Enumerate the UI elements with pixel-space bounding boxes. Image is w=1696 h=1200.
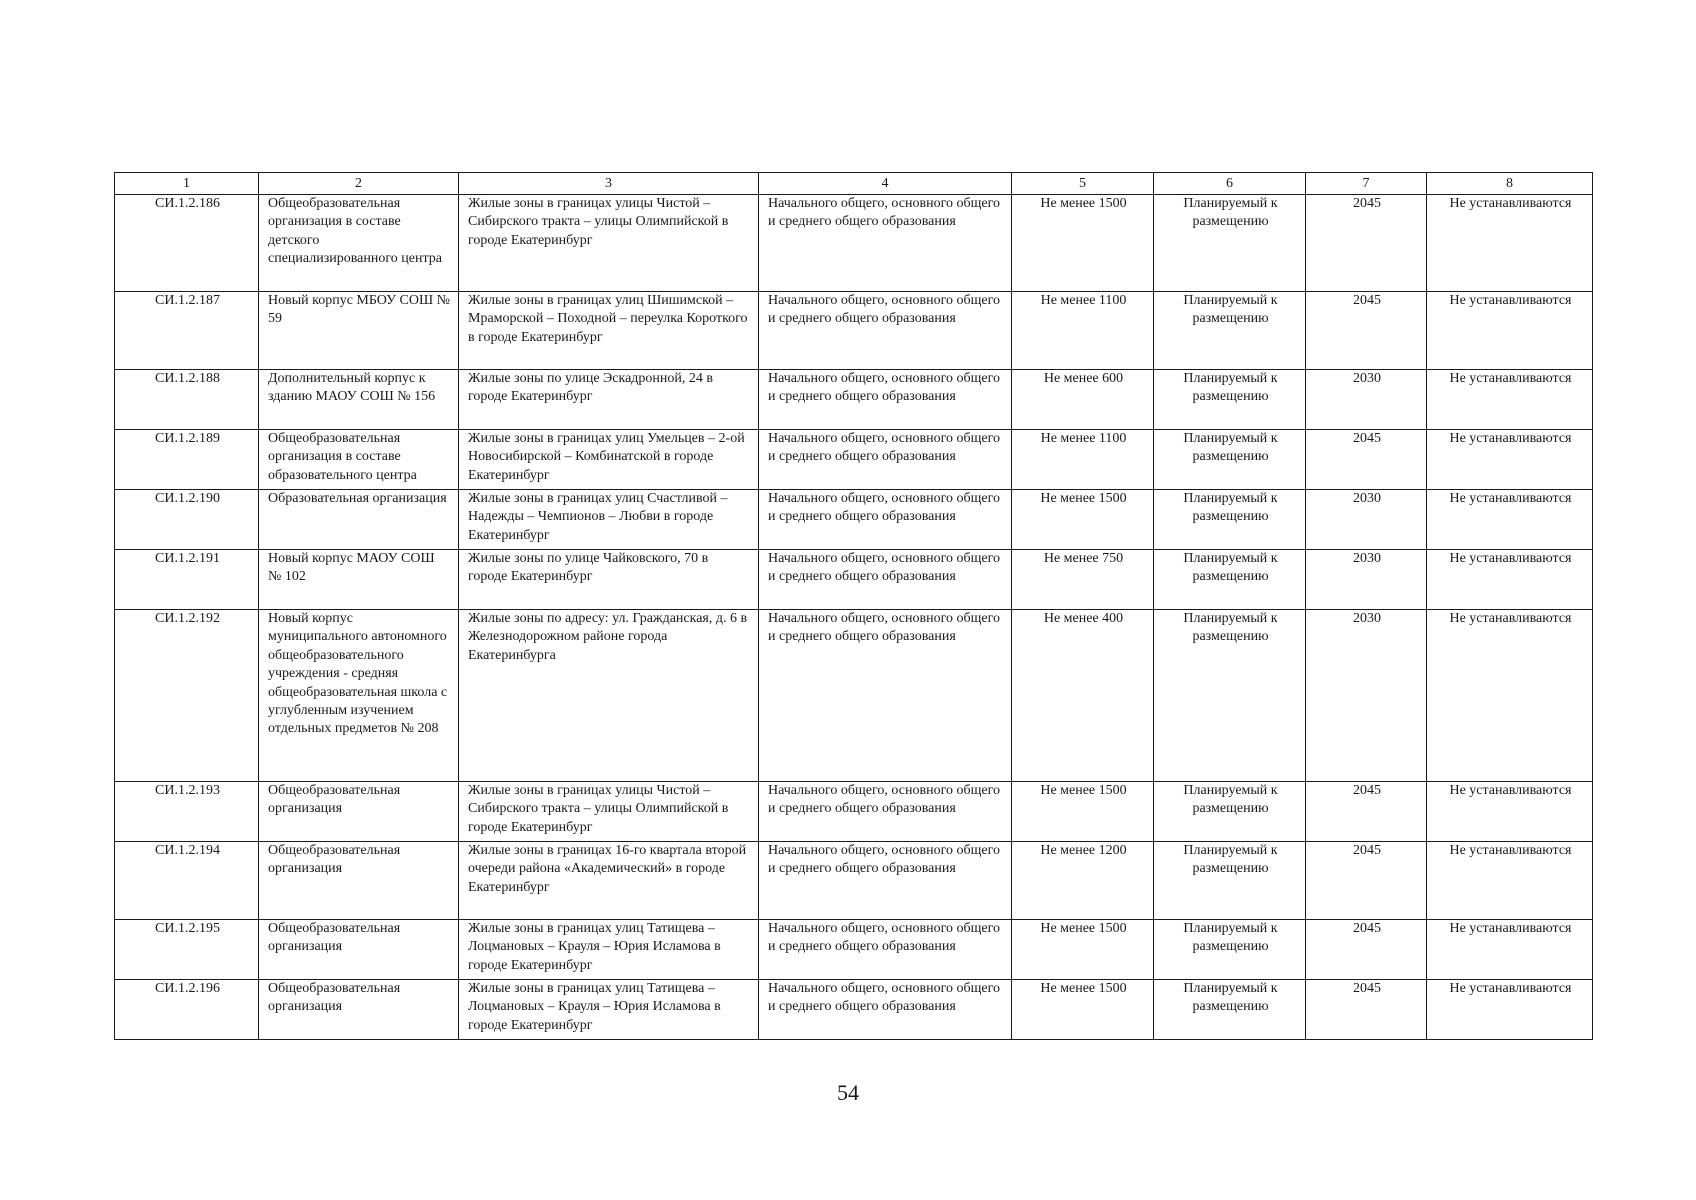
table-row <box>115 920 1593 980</box>
cell-status: Планируемый к размещению <box>1154 610 1306 782</box>
cell-name: Образовательная организация <box>259 490 459 550</box>
table-row <box>115 842 1593 920</box>
cell-location: Жилые зоны в границах улиц Татищева – Лоцмановых – Крауля – Юрия Исламова в городе Екатеринбург <box>459 980 759 1040</box>
column-header-6: 6 <box>1154 173 1306 195</box>
cell-location: Жилые зоны по улице Чайковского, 70 в городе Екатеринбург <box>459 550 759 610</box>
cell-location: Жилые зоны в границах улицы Чистой – Сибирского тракта – улицы Олимпийской в городе Екатеринбург <box>459 195 759 292</box>
table-row <box>115 610 1593 782</box>
cell-zones: Не устанавливаются <box>1427 292 1593 370</box>
cell-zones: Не устанавливаются <box>1427 610 1593 782</box>
column-header-5: 5 <box>1012 173 1154 195</box>
cell-year: 2045 <box>1306 430 1427 490</box>
cell-zones: Не устанавливаются <box>1427 430 1593 490</box>
cell-location: Жилые зоны в границах улиц Счастливой – Надежды – Чемпионов – Любви в городе Екатеринбург <box>459 490 759 550</box>
cell-capacity: Не менее 1500 <box>1012 782 1154 842</box>
cell-status: Планируемый к размещению <box>1154 370 1306 430</box>
table-row <box>115 980 1593 1040</box>
cell-status: Планируемый к размещению <box>1154 550 1306 610</box>
cell-year: 2045 <box>1306 920 1427 980</box>
cell-status: Планируемый к размещению <box>1154 195 1306 292</box>
table-header-row <box>115 173 1593 195</box>
column-header-4: 4 <box>759 173 1012 195</box>
cell-id: СИ.1.2.187 <box>115 292 259 370</box>
cell-name: Дополнительный корпус к зданию МАОУ СОШ № 156 <box>259 370 459 430</box>
cell-capacity: Не менее 600 <box>1012 370 1154 430</box>
cell-education-level: Начального общего, основного общего и среднего общего образования <box>759 980 1012 1040</box>
cell-status: Планируемый к размещению <box>1154 782 1306 842</box>
column-header-8: 8 <box>1427 173 1593 195</box>
cell-name: Новый корпус МАОУ СОШ № 102 <box>259 550 459 610</box>
cell-capacity: Не менее 1500 <box>1012 195 1154 292</box>
cell-education-level: Начального общего, основного общего и среднего общего образования <box>759 292 1012 370</box>
cell-education-level: Начального общего, основного общего и среднего общего образования <box>759 782 1012 842</box>
cell-id: СИ.1.2.186 <box>115 195 259 292</box>
cell-education-level: Начального общего, основного общего и среднего общего образования <box>759 490 1012 550</box>
cell-name: Общеобразовательная организация <box>259 842 459 920</box>
cell-id: СИ.1.2.189 <box>115 430 259 490</box>
cell-id: СИ.1.2.193 <box>115 782 259 842</box>
cell-education-level: Начального общего, основного общего и среднего общего образования <box>759 430 1012 490</box>
cell-status: Планируемый к размещению <box>1154 490 1306 550</box>
cell-location: Жилые зоны в границах улиц Шишимской – Мраморской – Походной – переулка Короткого в городе Екатеринбург <box>459 292 759 370</box>
column-header-1: 1 <box>115 173 259 195</box>
cell-zones: Не устанавливаются <box>1427 842 1593 920</box>
cell-name: Общеобразовательная организация <box>259 980 459 1040</box>
cell-location: Жилые зоны по улице Эскадронной, 24 в городе Екатеринбург <box>459 370 759 430</box>
cell-name: Новый корпус МБОУ СОШ № 59 <box>259 292 459 370</box>
cell-id: СИ.1.2.196 <box>115 980 259 1040</box>
cell-name: Общеобразовательная организация в составе образовательного центра <box>259 430 459 490</box>
cell-name: Общеобразовательная организация <box>259 782 459 842</box>
cell-capacity: Не менее 1100 <box>1012 292 1154 370</box>
cell-location: Жилые зоны в границах улиц Умельцев – 2-ой Новосибирской – Комбинатской в городе Екатеринбург <box>459 430 759 490</box>
cell-capacity: Не менее 400 <box>1012 610 1154 782</box>
cell-id: СИ.1.2.190 <box>115 490 259 550</box>
table-row <box>115 490 1593 550</box>
cell-year: 2045 <box>1306 195 1427 292</box>
table-row <box>115 370 1593 430</box>
table-row <box>115 292 1593 370</box>
cell-capacity: Не менее 750 <box>1012 550 1154 610</box>
document-table <box>114 172 1593 1040</box>
cell-location: Жилые зоны в границах улиц Татищева – Лоцмановых – Крауля – Юрия Исламова в городе Екатеринбург <box>459 920 759 980</box>
cell-location: Жилые зоны в границах улицы Чистой – Сибирского тракта – улицы Олимпийской в городе Екатеринбург <box>459 782 759 842</box>
table-row <box>115 782 1593 842</box>
cell-id: СИ.1.2.195 <box>115 920 259 980</box>
table-row <box>115 430 1593 490</box>
column-header-3: 3 <box>459 173 759 195</box>
cell-zones: Не устанавливаются <box>1427 920 1593 980</box>
page-number: 54 <box>837 1080 859 1105</box>
table-row <box>115 195 1593 292</box>
cell-location: Жилые зоны по адресу: ул. Гражданская, д. 6 в Железнодорожном районе города Екатеринбурга <box>459 610 759 782</box>
cell-id: СИ.1.2.194 <box>115 842 259 920</box>
cell-zones: Не устанавливаются <box>1427 782 1593 842</box>
cell-year: 2045 <box>1306 782 1427 842</box>
cell-year: 2030 <box>1306 490 1427 550</box>
column-header-7: 7 <box>1306 173 1427 195</box>
cell-year: 2030 <box>1306 610 1427 782</box>
cell-status: Планируемый к размещению <box>1154 980 1306 1040</box>
cell-status: Планируемый к размещению <box>1154 920 1306 980</box>
cell-status: Планируемый к размещению <box>1154 842 1306 920</box>
cell-location: Жилые зоны в границах 16-го квартала второй очереди района «Академический» в городе Екатеринбург <box>459 842 759 920</box>
cell-zones: Не устанавливаются <box>1427 195 1593 292</box>
cell-capacity: Не менее 1500 <box>1012 490 1154 550</box>
cell-zones: Не устанавливаются <box>1427 490 1593 550</box>
cell-year: 2045 <box>1306 980 1427 1040</box>
cell-capacity: Не менее 1200 <box>1012 842 1154 920</box>
table-row <box>115 550 1593 610</box>
cell-zones: Не устанавливаются <box>1427 980 1593 1040</box>
cell-education-level: Начального общего, основного общего и среднего общего образования <box>759 920 1012 980</box>
cell-capacity: Не менее 1500 <box>1012 920 1154 980</box>
cell-status: Планируемый к размещению <box>1154 430 1306 490</box>
cell-year: 2030 <box>1306 550 1427 610</box>
cell-capacity: Не менее 1500 <box>1012 980 1154 1040</box>
cell-year: 2045 <box>1306 842 1427 920</box>
document-table-container <box>114 172 1592 1040</box>
cell-zones: Не устанавливаются <box>1427 370 1593 430</box>
cell-year: 2030 <box>1306 370 1427 430</box>
cell-education-level: Начального общего, основного общего и среднего общего образования <box>759 610 1012 782</box>
cell-capacity: Не менее 1100 <box>1012 430 1154 490</box>
cell-name: Общеобразовательная организация <box>259 920 459 980</box>
cell-zones: Не устанавливаются <box>1427 550 1593 610</box>
cell-name: Новый корпус муниципального автономного общеобразовательного учреждения - средняя общеобразовательная школа с углубленным изучением отдельных предметов № 208 <box>259 610 459 782</box>
cell-id: СИ.1.2.192 <box>115 610 259 782</box>
cell-id: СИ.1.2.188 <box>115 370 259 430</box>
cell-id: СИ.1.2.191 <box>115 550 259 610</box>
cell-education-level: Начального общего, основного общего и среднего общего образования <box>759 842 1012 920</box>
cell-status: Планируемый к размещению <box>1154 292 1306 370</box>
cell-education-level: Начального общего, основного общего и среднего общего образования <box>759 550 1012 610</box>
cell-year: 2045 <box>1306 292 1427 370</box>
cell-name: Общеобразовательная организация в составе детского специализированного центра <box>259 195 459 292</box>
cell-education-level: Начального общего, основного общего и среднего общего образования <box>759 195 1012 292</box>
column-header-2: 2 <box>259 173 459 195</box>
cell-education-level: Начального общего, основного общего и среднего общего образования <box>759 370 1012 430</box>
